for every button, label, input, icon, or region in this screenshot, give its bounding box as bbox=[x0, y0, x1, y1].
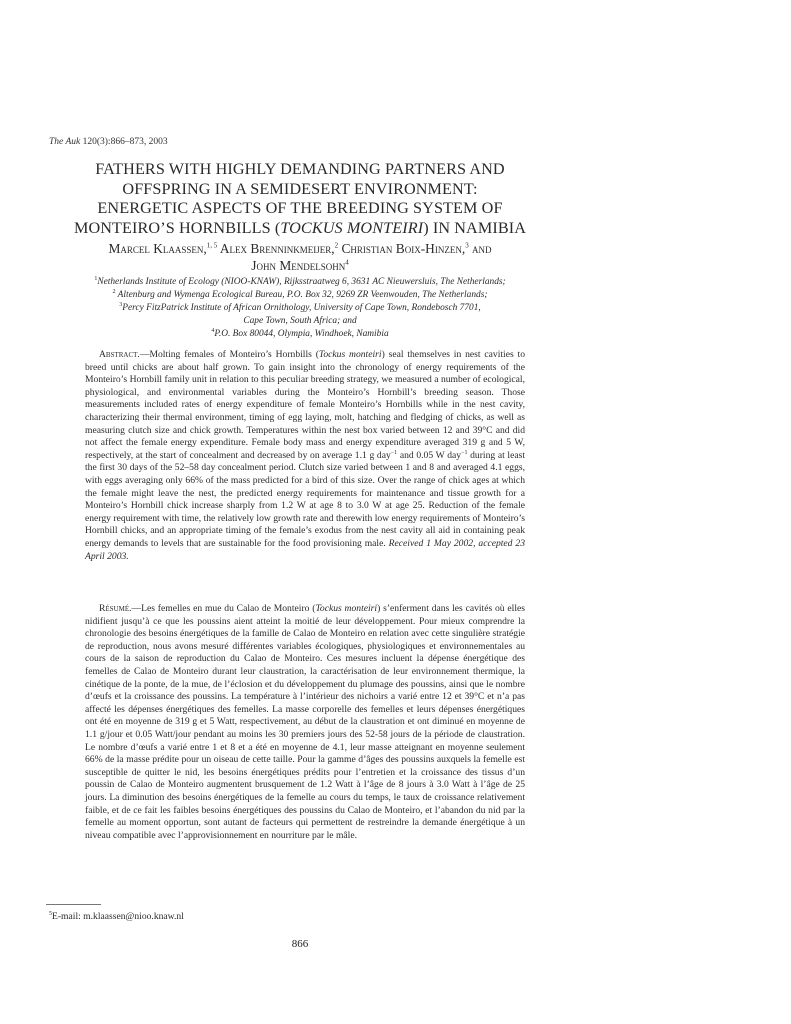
author-line-2: John Mendelsohn$^4$ bbox=[251, 258, 349, 273]
species-name: TOCKUS MONTEIRI bbox=[280, 218, 424, 237]
journal-citation bbox=[49, 137, 168, 147]
page-number: 866 bbox=[291, 938, 309, 950]
author: Christian Boix-Hinzen, bbox=[341, 241, 466, 256]
affiliation: $^4$P.O. Box 80044, Olympia, Windhoek, Namibia bbox=[211, 327, 389, 339]
abstract-label: Abstract. bbox=[99, 349, 140, 360]
species-name: Tockus monteiri bbox=[318, 349, 382, 360]
resume: Résumé.—Les femelles en mue du Calao de Monteiro (Tockus monteiri) s’enferment dans les cavités où elles nidifient jusqu’à ce que les poussins aient atteint la moitié de leur développement. Pour mieux comprendre la chronologie des besoins énergétiques de la famille de Calao de Monteiro en relation avec cette singulière stratégie de reproduction, nous avons mesuré différentes variables écologiques, physiologiques et environnementales au cours de la saison de reproduction du Calao de Monteiro. Ces mesures incluent la dépense énergétique des femelles de Calao de Monteiro durant leur claustration, la caractérisation de leur environnement thermique, la cinétique de la ponte, de la mue, de l’éclosion et du développement du plumage des poussins, ainsi que le nombre d’œufs et la croissance des poussins. La température à l’intérieur des nichoirs a varié entre 12 et 39°C et n’a pas affecté les dépenses énergétiques des femelles. La masse corporelle des femelles et leurs dépenses énergétiques ont été en moyenne de 319 g et 5 Watt, respectivement, au début de la claustration et ont diminué en moyenne de 1.1 g/jour et 0.05 Watt/jour pendant au moins les 30 premiers jours des 52-58 jours de la période de claustration. Le nombre d’œufs a varié entre 1 et 8 et a été en moyenne de 4.1, leur masse atteignant en moyenne seulement 66% de la masse prédite pour un oiseau de cette taille. Pour la gamme d’âges des poussins auxquels la femelle est susceptible de quitter le nid, les besoins énergétiques prédits pour l’entretien et la croissance des tissus d’un poussin de Calao de Monteiro augmentent brusquement de 1.2 Watt à l’âge de 8 jours à 3.0 Watt à l’âge de 25 jours. La diminution des besoins énergétiques de la femelle au cours du temps, le taux de croissance relativement faible, et de ce fait les faibles besoins énergétiques des poussins du Calao de Monteiro, et l’abandon du nid par la femelle au moment opportun, sont autant de facteurs qui permettent de restreindre la demande énergétique à un niveau compatible avec l’approvisionnement en nourriture par le mâle. bbox=[85, 603, 525, 841]
author: Alex Brenninkmeijer, bbox=[219, 241, 335, 256]
resume-label: Résumé. bbox=[99, 603, 132, 614]
author: John Mendelsohn bbox=[251, 258, 346, 273]
title-line-4: MONTEIRO’S HORNBILLS (TOCKUS MONTEIRI) IN NAMIBIA bbox=[73, 218, 526, 237]
affiliations bbox=[40, 276, 560, 341]
affiliation-continued: Cape Town, South Africa; and bbox=[243, 316, 357, 326]
author: Marcel Klaassen, bbox=[108, 241, 207, 256]
title-line-3: ENERGETIC ASPECTS OF THE BREEDING SYSTEM OF bbox=[97, 199, 503, 217]
citation-volume-pages: 120(3):866–873, 2003 bbox=[80, 137, 168, 147]
received-dates: Received 1 May 2002, accepted 23 April 2003. bbox=[85, 537, 525, 562]
author-conjunction: and bbox=[472, 241, 492, 256]
affiliation: $^3$Percy FitzPatrick Institute of African Ornithology, University of Cape Town, Rondebosch 7701, bbox=[119, 301, 481, 313]
author-line-1: Marcel Klaassen,$^{1, 5}$ Alex Brenninkmeijer,$^2$ Christian Boix-Hinzen,$^3$ and bbox=[108, 241, 492, 256]
journal-name: The Auk bbox=[49, 137, 81, 147]
species-name: Tockus monteiri bbox=[315, 603, 378, 614]
article-title bbox=[40, 160, 560, 238]
title-line-1: FATHERS WITH HIGHLY DEMANDING PARTNERS AND bbox=[95, 160, 505, 178]
title-line-2: OFFSPRING IN A SEMIDESERT ENVIRONMENT: bbox=[122, 179, 478, 198]
abstract: Abstract.—Molting females of Monteiro’s Hornbills (Tockus monteiri) seal themselves in nest cavities to breed until chicks are about half grown. To gain insight into the chronology of energy requirements of the Monteiro’s Hornbill family unit in relation to this peculiar breeding strategy, we measured a number of ecological, physiological, and environmental variables during the Monteiro’s Hornbill’s breeding season. Those measurements included rates of energy expenditure of female Monteiro’s Hornbills while in the nest cavity, characterizing their thermal environment, timing of egg laying, molt, hatching and fledging of chicks, as well as measuring clutch size and chick growth. Temperatures within the nest box varied between 12 and 39°C and did not affect the female energy expenditure. Female body mass and energy expenditure averaged 319 g and 5 W, respectively, at the start of concealment and decreased by on average 1.1 g day$^{-1}$ and 0.05 W day$^{-1}$ during at least the first 30 days of the 52–58 day concealment period. Clutch size varied between 1 and 8 and averaged 4.1 eggs, with eggs averaging only 66% of the mass predicted for a bird of this size. Over the range of chick ages at which the female might leave the nest, the predicted energy requirements for maintenance and tissue growth for a Monteiro’s Hornbill chick increase sharply from 1.2 W at age 8 to 3.0 W at age 25. Reduction of the female energy requirement with time, the relatively low growth rate and therewith low energy requirements of Monteiro’s Hornbill chicks, and an appropriate timing of the female’s exodus from the nest cavity all aid in containing peak energy demands to levels that are sustainable for the food provisioning male. Received 1 May 2002, accepted 23 April 2003. bbox=[85, 349, 526, 562]
author-list bbox=[40, 240, 560, 274]
footnote-email: $^5$E-mail: m.klaassen@nioo.knaw.nl bbox=[49, 910, 184, 922]
affiliation: $^2$ Altenburg and Wymenga Ecological Bureau, P.O. Box 32, 9269 ZR Veenwouden, The Netherlands; bbox=[112, 288, 488, 300]
affiliation: $^1$Netherlands Institute of Ecology (NIOO-KNAW), Rijksstraatweg 6, 3631 AC Nieuwersluis, The Netherlands; bbox=[94, 275, 506, 287]
footnote-divider bbox=[46, 904, 101, 905]
